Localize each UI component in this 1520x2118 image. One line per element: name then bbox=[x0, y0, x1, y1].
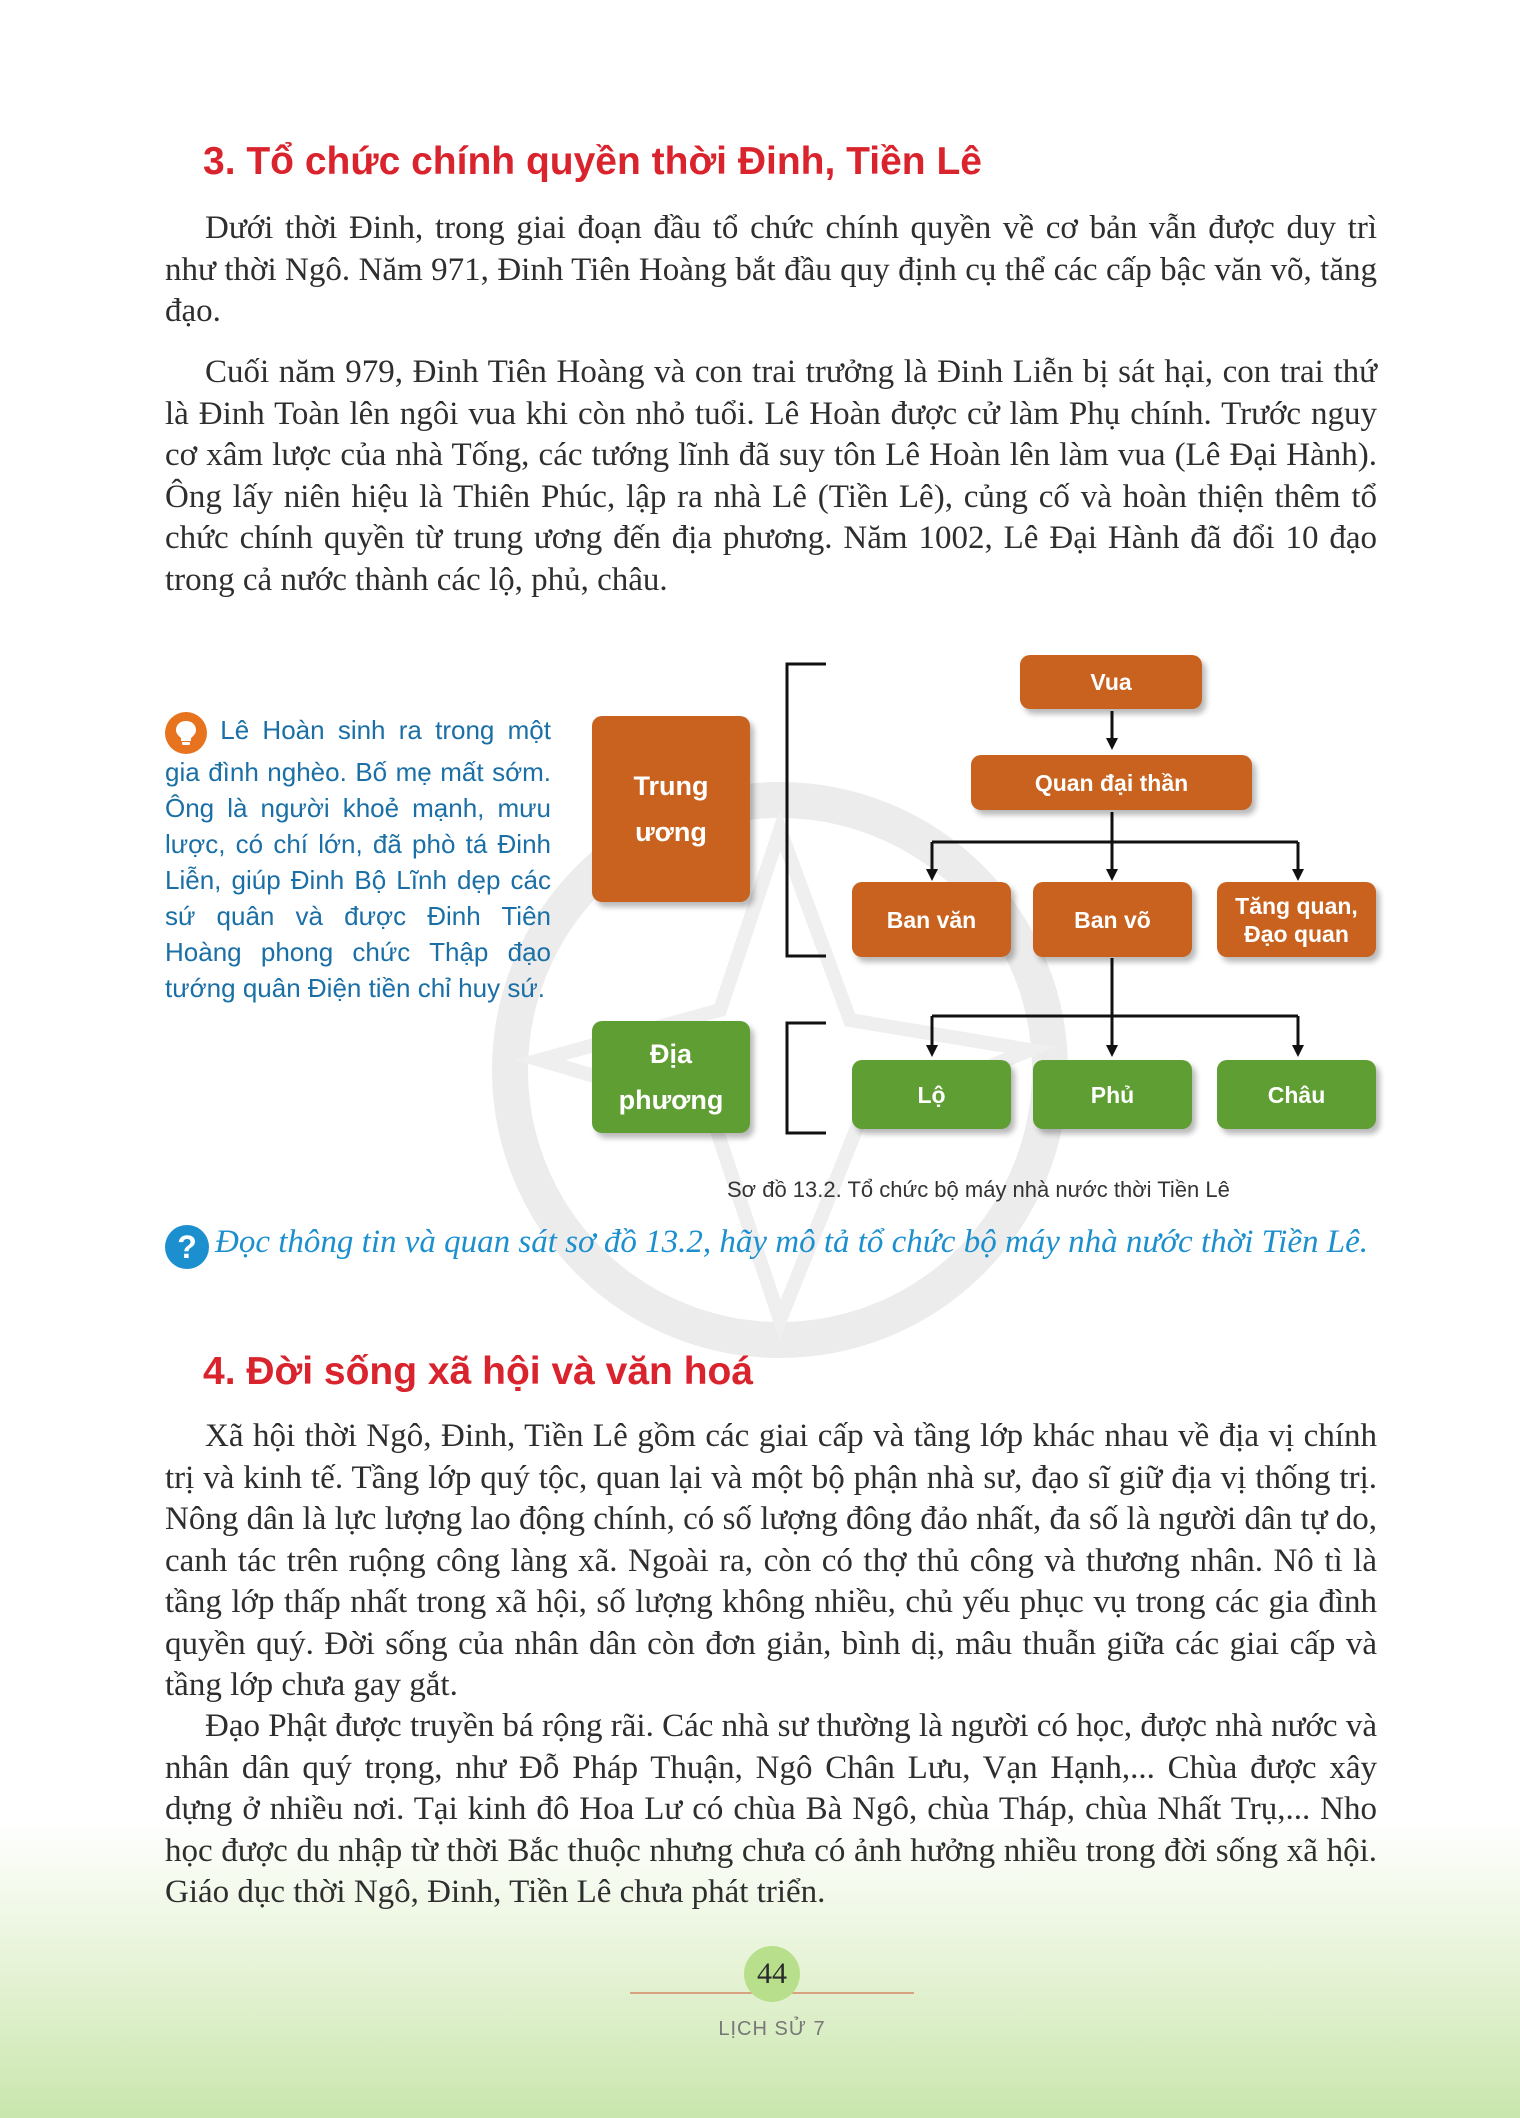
node-religious-line1: Tăng quan, bbox=[1235, 892, 1358, 919]
local-bracket bbox=[787, 1023, 826, 1133]
question-text: Đọc thông tin và quan sát sơ đồ 13.2, hãy mô tả tổ chức bộ máy nhà nước thời Tiền Lê. bbox=[215, 1224, 1368, 1260]
node-religious-line2: Đạo quan bbox=[1244, 920, 1349, 947]
question-icon: ? bbox=[165, 1225, 209, 1269]
section-3-paragraph-1: Dưới thời Đinh, trong giai đoạn đầu tổ chức chính quyền về cơ bản vẫn được duy trì như thời Ngô. Năm 971, Đinh Tiên Hoàng bắt đầu quy định cụ thể các cấp bậc văn võ, tăng đạo. bbox=[165, 210, 1377, 329]
node-ban-vo: Ban võ bbox=[1033, 882, 1192, 957]
level-central bbox=[592, 716, 750, 902]
node-vua: Vua bbox=[1020, 655, 1202, 709]
level-central-line2: ương bbox=[635, 817, 707, 847]
node-quan-dai-than: Quan đại thần bbox=[971, 755, 1252, 810]
section-3-heading: 3. Tổ chức chính quyền thời Đinh, Tiền Lê bbox=[203, 140, 982, 183]
section-4-paragraph-1: Xã hội thời Ngô, Đinh, Tiền Lê gồm các giai cấp và tầng lớp khác nhau về địa vị chính trị và kinh tế. Tầng lớp quý tộc, quan lại và một bộ phận nhà sư, đạo sĩ giữ địa vị thống trị. Nông dân là lực lượng lao động chính, có số lượng đông đảo nhất, đa số là người dân tự do, canh tác trên ruộng công làng xã. Ngoài ra, còn có thợ thủ công và thương nhân. Nô tì là tầng lớp thấp nhất trong xã hội, số lượng không nhiều, chủ yếu phục vụ trong các gia đình quyền quý. Đời sống của nhân dân còn đơn giản, bình dị, mâu thuẫn giữa các giai cấp và tầng lớp chưa gay gắt. bbox=[165, 1418, 1377, 1703]
central-bracket bbox=[787, 664, 826, 956]
node-phu: Phủ bbox=[1033, 1060, 1192, 1129]
node-chau: Châu bbox=[1217, 1060, 1376, 1129]
book-title: LỊCH SỬ 7 bbox=[718, 2018, 826, 2040]
side-note-text: Lê Hoàn sinh ra trong một gia đình nghèo. Bố mẹ mất sớm. Ông là người khoẻ mạnh, mưu lược, có chí lớn, đã phò tá Đinh Liễn, giúp Đinh Bộ Lĩnh dẹp các sứ quân và được Đinh Tiên Hoàng phong chức Thập đạo tướng quân Điện tiền chỉ huy sứ. bbox=[165, 715, 551, 1003]
section-4-heading: 4. Đời sống xã hội và văn hoá bbox=[203, 1350, 754, 1393]
diagram-caption: Sơ đồ 13.2. Tổ chức bộ máy nhà nước thời Tiền Lê bbox=[727, 1177, 1230, 1202]
node-ban-van: Ban văn bbox=[852, 882, 1011, 957]
level-local bbox=[592, 1021, 750, 1133]
question bbox=[165, 1222, 1377, 1269]
section-3-paragraph-2: Cuối năm 979, Đinh Tiên Hoàng và con trai trưởng là Đinh Liễn bị sát hại, con trai thứ là Đinh Toàn lên ngôi vua khi còn nhỏ tuổi. Lê Hoàn được cử làm Phụ chính. Trước nguy cơ xâm lược của nhà Tống, các tướng lĩnh đã suy tôn Lê Hoàn lên làm vua (Lê Đại Hành). Ông lấy niên hiệu là Thiên Phúc, lập ra nhà Lê (Tiền Lê), củng cố và hoàn thiện thêm tổ chức chính quyền từ trung ương đến địa phương. Năm 1002, Lê Đại Hành đã đổi 10 đạo trong cả nước thành các lộ, phủ, châu. bbox=[165, 354, 1377, 598]
level-local-line1: Địa bbox=[649, 1039, 693, 1069]
section-4-paragraph-2: Đạo Phật được truyền bá rộng rãi. Các nhà sư thường là người có học, được nhà nước và nhân dân quý trọng, như Đỗ Pháp Thuận, Ngô Chân Lưu, Vạn Hạnh,... Chùa được xây dựng ở nhiều nơi. Tại kinh đô Hoa Lư có chùa Bà Ngô, chùa Tháp, chùa Nhất Trụ,... Nho học được du nhập từ thời Bắc thuộc nhưng chưa có ảnh hưởng nhiều trong đời sống xã hội. Giáo dục thời Ngô, Đinh, Tiền Lê chưa phát triển. bbox=[165, 1708, 1377, 1910]
page-number-badge bbox=[744, 1946, 800, 2002]
level-local-line2: phương bbox=[618, 1085, 724, 1115]
node-lo: Lộ bbox=[852, 1060, 1011, 1129]
node-tang-quan-dao-quan bbox=[1217, 882, 1376, 957]
page-number: 44 bbox=[757, 1957, 787, 1990]
level-central-line1: Trung bbox=[633, 771, 709, 801]
